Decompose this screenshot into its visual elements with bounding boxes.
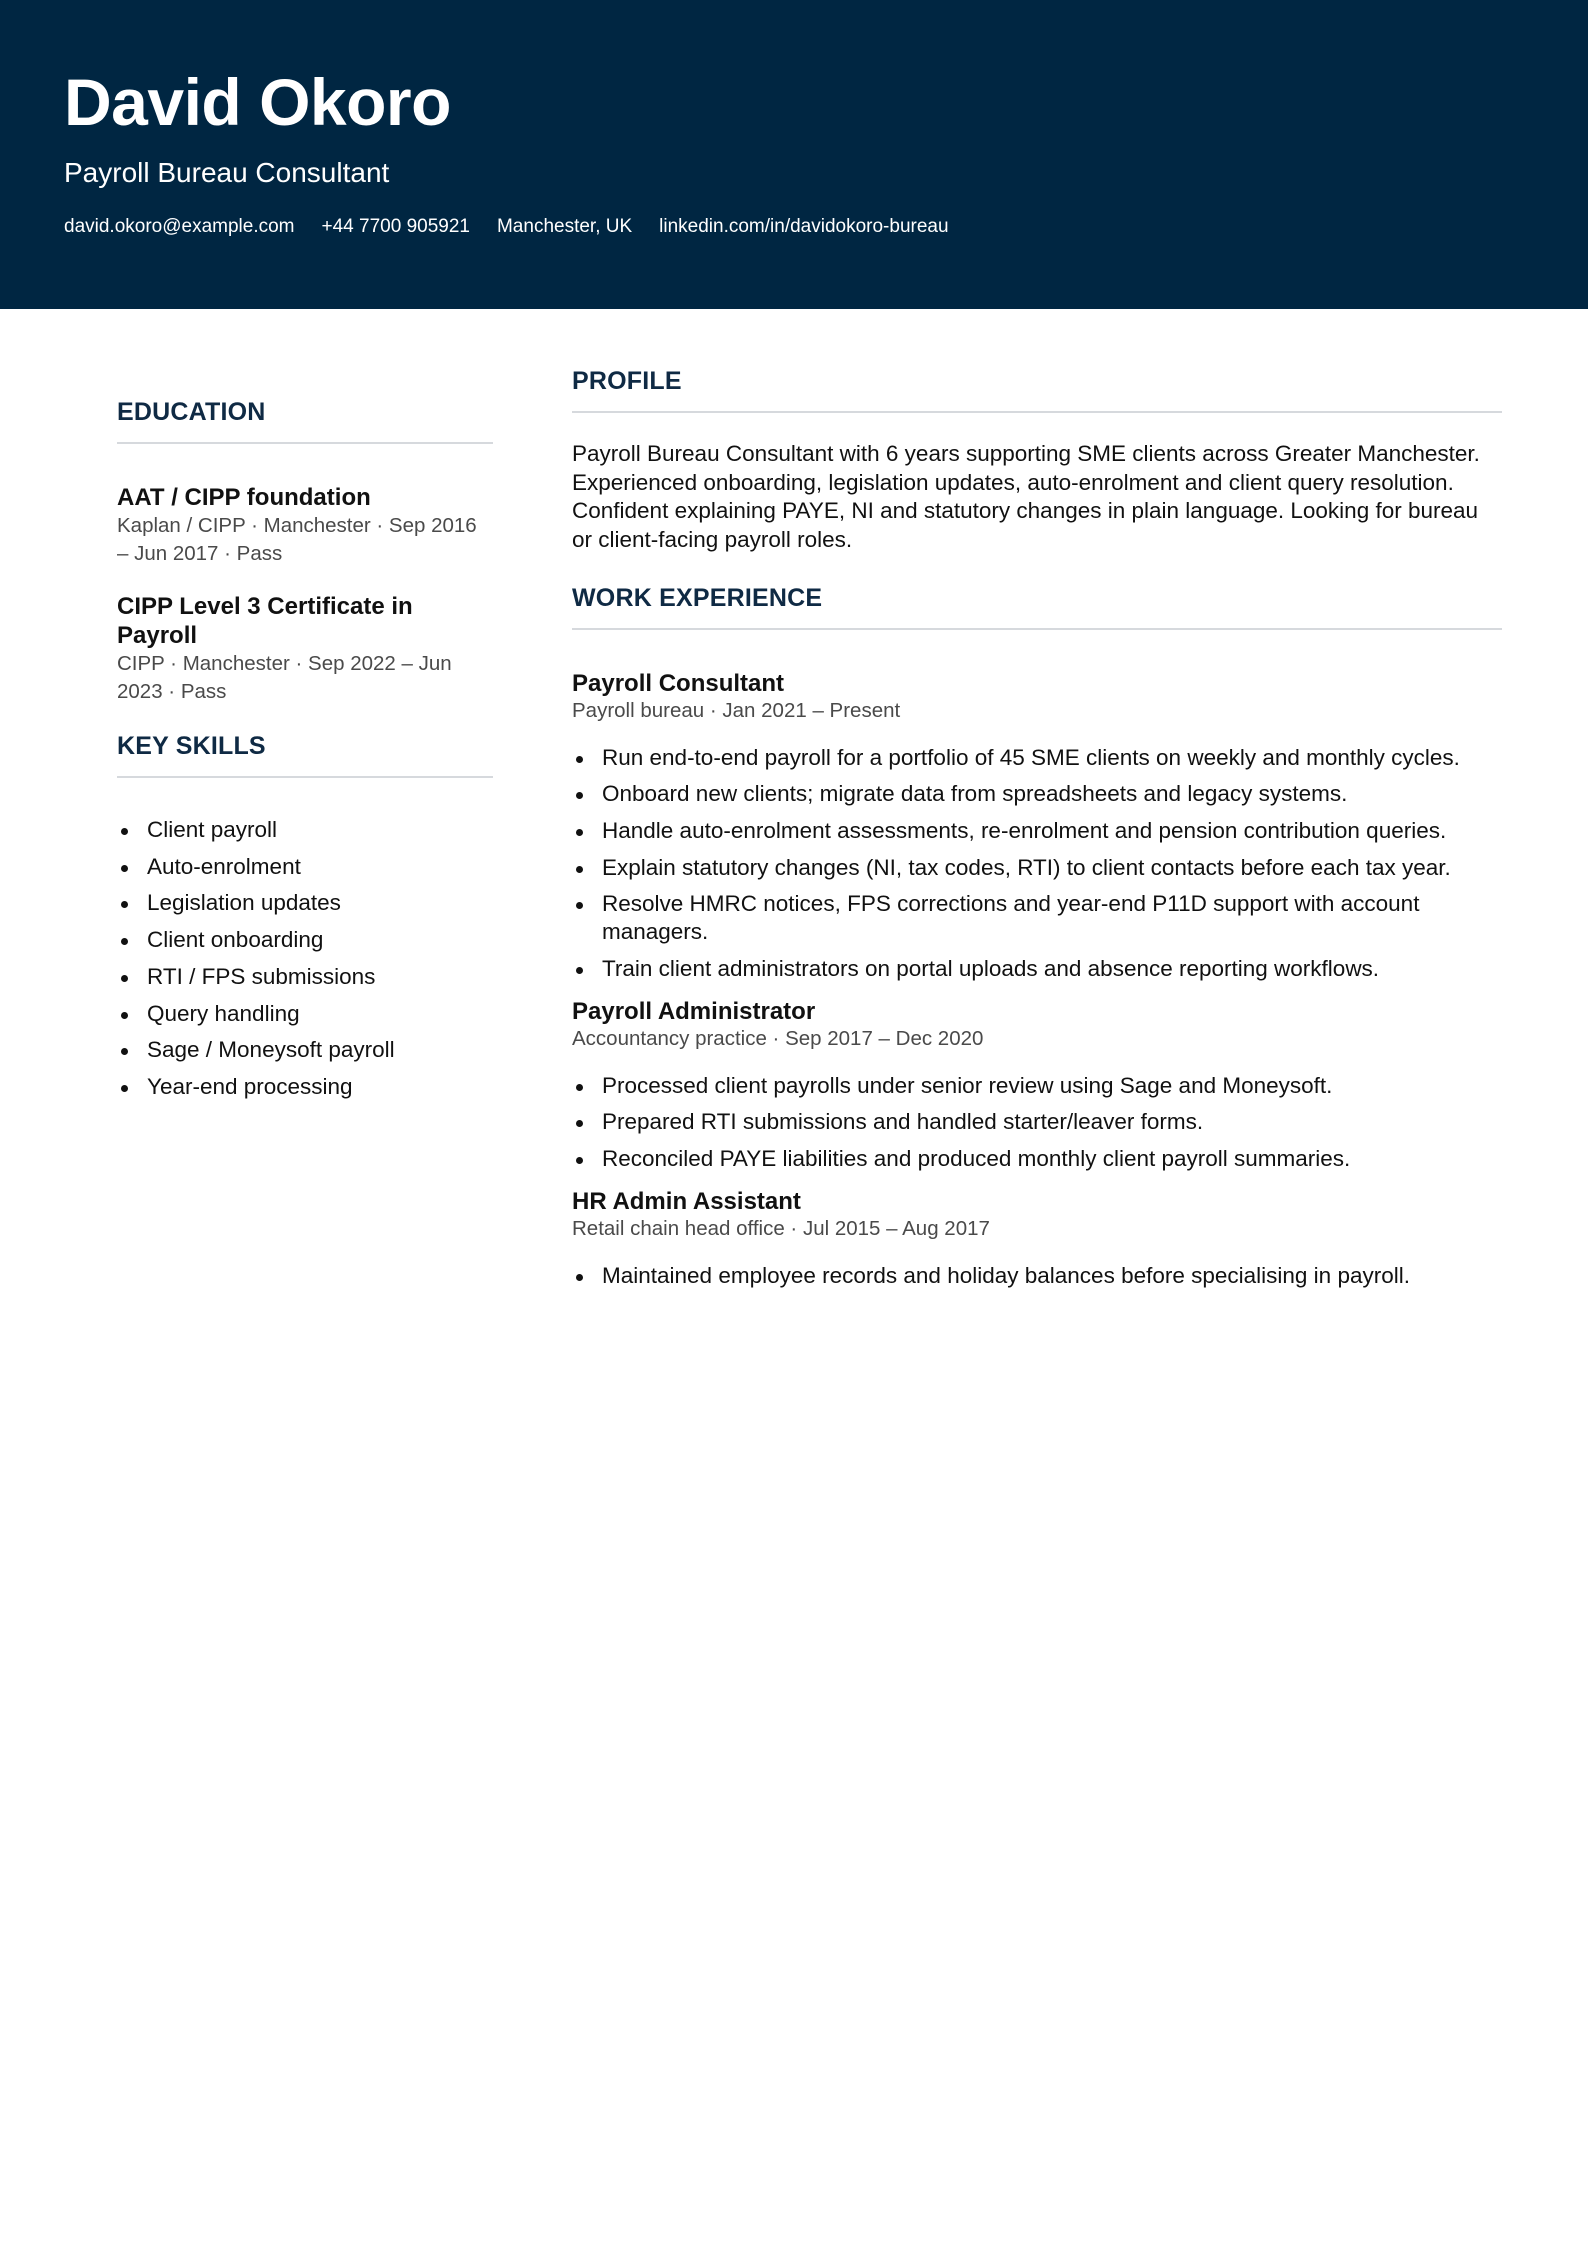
education-item	[117, 483, 493, 568]
contact-phone[interactable]: +44 7700 905921	[321, 216, 470, 237]
job-bullets	[572, 744, 1502, 983]
job-bullet: Onboard new clients; migrate data from spreadsheets and legacy systems.	[572, 780, 1502, 808]
job-meta: Retail chain head office · Jul 2015 – Aug 2017	[572, 1216, 990, 1240]
candidate-title: Payroll Bureau Consultant	[64, 157, 390, 188]
job-bullets	[572, 1262, 1502, 1290]
job-bullet: Maintained employee records and holiday balances before specialising in payroll.	[572, 1262, 1502, 1290]
skill-item: Sage / Moneysoft payroll	[117, 1032, 493, 1069]
job-entry	[572, 997, 1502, 1173]
profile-heading: PROFILE	[572, 365, 1502, 413]
contact-line	[64, 214, 949, 240]
job-meta: Payroll bureau · Jan 2021 – Present	[572, 698, 901, 722]
skill-item: Client payroll	[117, 812, 493, 849]
work-experience-heading: WORK EXPERIENCE	[572, 582, 1502, 630]
job-title: Payroll Consultant	[572, 669, 785, 697]
contact-email[interactable]: david.okoro@example.com	[64, 216, 295, 237]
work-experience-section	[572, 582, 1502, 1290]
job-title: Payroll Administrator	[572, 997, 816, 1025]
skill-item: RTI / FPS submissions	[117, 959, 493, 996]
education-section	[117, 396, 493, 706]
profile-section	[572, 365, 1502, 555]
skill-item: Year-end processing	[117, 1069, 493, 1106]
skills-list	[117, 812, 493, 1106]
profile-summary: Payroll Bureau Consultant with 6 years supporting SME clients across Greater Manchester. Experienced onboarding, legislation updates, auto-enrolment and client query resolution. Confident explaining PAYE, NI and statutory changes in plain language. Looking for bureau or client-facing payroll roles.	[572, 441, 1480, 553]
job-bullet: Handle auto-enrolment assessments, re-enrolment and pension contribution queries.	[572, 817, 1502, 845]
right-column	[572, 365, 1502, 1299]
job-title: HR Admin Assistant	[572, 1187, 801, 1215]
job-bullet: Explain statutory changes (NI, tax codes, RTI) to client contacts before each tax year.	[572, 854, 1502, 882]
left-column	[117, 396, 493, 1106]
contact-location: Manchester, UK	[496, 216, 633, 237]
education-item	[117, 592, 493, 706]
candidate-name: David Okoro	[64, 65, 451, 139]
job-entry	[572, 1187, 1502, 1290]
skills-section	[117, 730, 493, 1106]
job-bullet: Run end-to-end payroll for a portfolio of 45 SME clients on weekly and monthly cycles.	[572, 744, 1502, 772]
job-bullet: Train client administrators on portal uploads and absence reporting workflows.	[572, 955, 1502, 983]
job-bullet: Resolve HMRC notices, FPS corrections and year-end P11D support with account managers.	[572, 890, 1502, 946]
education-title: CIPP Level 3 Certificate in Payroll	[117, 593, 413, 649]
education-list	[117, 483, 493, 706]
contact-linkedin[interactable]: linkedin.com/in/davidokoro-bureau	[659, 216, 949, 237]
resume-header	[0, 0, 1588, 309]
education-title: AAT / CIPP foundation	[117, 484, 371, 511]
job-bullet: Prepared RTI submissions and handled starter/leaver forms.	[572, 1108, 1502, 1136]
skill-item: Auto-enrolment	[117, 849, 493, 886]
job-bullet: Processed client payrolls under senior review using Sage and Moneysoft.	[572, 1072, 1502, 1100]
education-heading: EDUCATION	[117, 396, 493, 444]
skill-item: Legislation updates	[117, 885, 493, 922]
education-meta: CIPP · Manchester · Sep 2022 – Jun 2023 · Pass	[117, 652, 452, 703]
skill-item: Query handling	[117, 996, 493, 1033]
education-meta: Kaplan / CIPP · Manchester · Sep 2016 – Jun 2017 · Pass	[117, 514, 477, 565]
job-meta: Accountancy practice · Sep 2017 – Dec 2020	[572, 1026, 984, 1050]
job-entry	[572, 669, 1502, 983]
skills-heading: KEY SKILLS	[117, 730, 493, 778]
job-bullets	[572, 1072, 1502, 1173]
skill-item: Client onboarding	[117, 922, 493, 959]
job-bullet: Reconciled PAYE liabilities and produced monthly client payroll summaries.	[572, 1145, 1502, 1173]
